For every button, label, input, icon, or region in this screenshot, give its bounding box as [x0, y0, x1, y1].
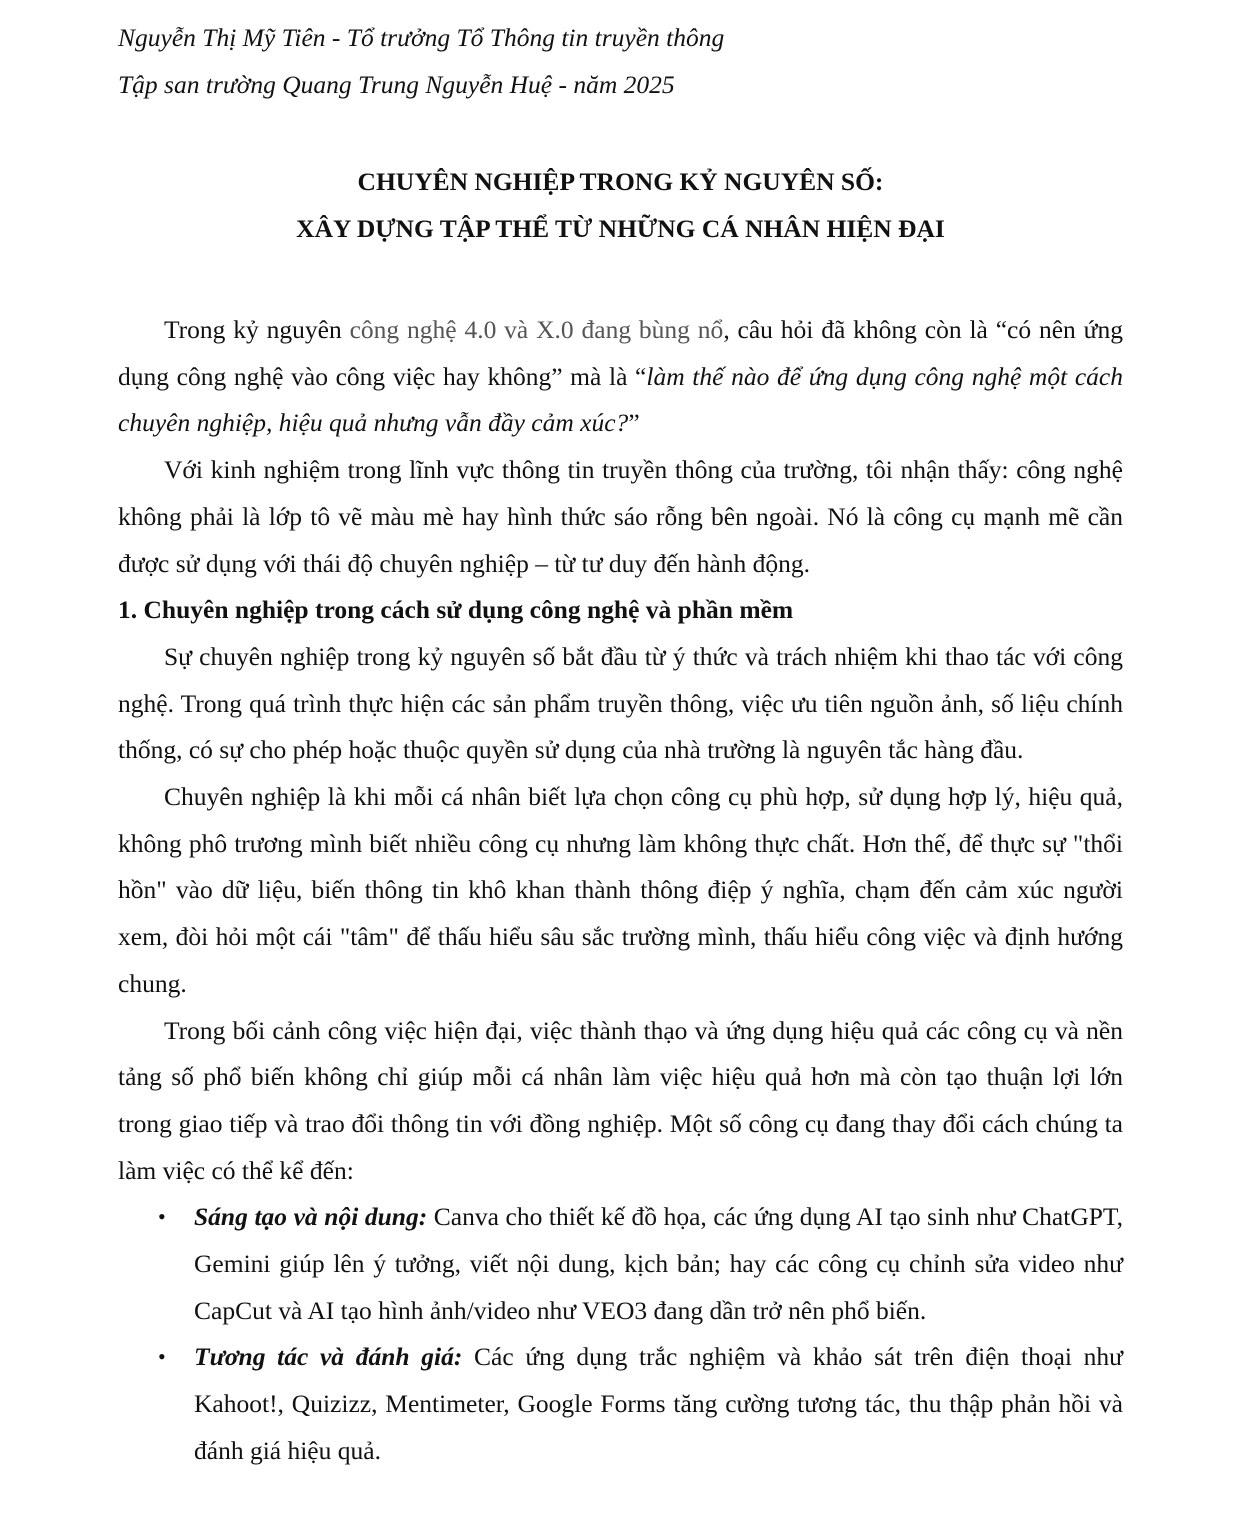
title-line-2: XÂY DỰNG TẬP THỂ TỪ NHỮNG CÁ NHÂN HIỆN ĐẠI	[296, 214, 945, 243]
bullet-icon: •	[158, 1204, 166, 1230]
intro-text-a: Trong kỷ nguyên	[164, 315, 350, 344]
list-item-text: Các ứng dụng trắc nghiệm và khảo sát trên điện thoại như Kahoot!, Quizizz, Mentimeter, Google Forms tăng cường tương tác, thu thập phản hồi và đánh giá hiệu quả.	[194, 1342, 1123, 1465]
list-item-lead: Sáng tạo và nội dung:	[194, 1202, 428, 1232]
list-item	[158, 1334, 1123, 1474]
document-page	[118, 14, 1123, 1475]
article-title	[118, 158, 1123, 252]
section-1-heading: 1. Chuyên nghiệp trong cách sử dụng công nghệ và phần mềm	[118, 595, 794, 625]
intro-close-quote: ”	[628, 408, 640, 438]
list-item	[158, 1194, 1123, 1334]
bullet-icon: •	[158, 1344, 166, 1370]
list-item-text: Canva cho thiết kế đồ họa, các ứng dụng AI tạo sinh như ChatGPT, Gemini giúp lên ý tưởng, viết nội dung, kịch bản; hay các công cụ chỉnh sửa video như CapCut và AI tạo hình ảnh/video như VEO3 đang dần trở nên phổ biến.	[194, 1202, 1123, 1325]
title-line-1: CHUYÊN NGHIỆP TRONG KỶ NGUYÊN SỐ:	[357, 167, 884, 196]
article-body	[118, 307, 1123, 1475]
list-item-lead: Tương tác và đánh giá:	[194, 1342, 463, 1372]
publication-line: Tập san trường Quang Trung Nguyễn Huệ - năm 2025	[118, 70, 675, 99]
section-1-paragraph-3: Trong bối cảnh công việc hiện đại, việc thành thạo và ứng dụng hiệu quả các công cụ và nền tảng số phổ biến không chỉ giúp mỗi cá nhân làm việc hiệu quả hơn mà còn tạo thuận lợi lớn trong giao tiếp và trao đổi thông tin với đồng nghiệp. Một số công cụ đang thay đổi cách chúng ta làm việc có thể kể đến:	[118, 1015, 1123, 1185]
author-line: Nguyễn Thị Mỹ Tiên - Tổ trưởng Tổ Thông tin truyền thông	[118, 23, 725, 52]
intro-paragraph-1	[118, 307, 1123, 447]
tools-list	[118, 1194, 1123, 1474]
section-1-paragraph-1: Sự chuyên nghiệp trong kỷ nguyên số bắt đầu từ ý thức và trách nhiệm khi thao tác với công nghệ. Trong quá trình thực hiện các sản phẩm truyền thông, việc ưu tiên nguồn ảnh, số liệu chính thống, có sự cho phép hoặc thuộc quyền sử dụng của nhà trường là nguyên tắc hàng đầu.	[118, 641, 1123, 765]
intro-paragraph-2: Với kinh nghiệm trong lĩnh vực thông tin truyền thông của trường, tôi nhận thấy: công nghệ không phải là lớp tô vẽ màu mè hay hình thức sáo rỗng bên ngoài. Nó là công cụ mạnh mẽ cần được sử dụng với thái độ chuyên nghiệp – từ tư duy đến hành động.	[118, 455, 1123, 578]
section-1-paragraph-2: Chuyên nghiệp là khi mỗi cá nhân biết lựa chọn công cụ phù hợp, sử dụng hợp lý, hiệu quả, không phô trương mình biết nhiều công cụ nhưng làm không thực chất. Hơn thế, để thực sự "thổi hồn" vào dữ liệu, biến thông tin khô khan thành thông điệp ý nghĩa, chạm đến cảm xúc người xem, đòi hỏi một cái "tâm" để thấu hiểu sâu sắc trường mình, thấu hiểu công việc và định hướng chung.	[118, 782, 1123, 998]
intro-highlight: công nghệ 4.0 và X.0 đang bùng nổ	[349, 315, 724, 344]
intro-text-c: , câu hỏi đã không còn là “có nên ứng dụng công nghệ vào công việc hay không” mà là “	[118, 315, 1123, 391]
intro-italic-question: làm thế nào để ứng dụng công nghệ một cách chuyên nghiệp, hiệu quả nhưng vẫn đầy cảm xúc?	[118, 361, 1123, 438]
